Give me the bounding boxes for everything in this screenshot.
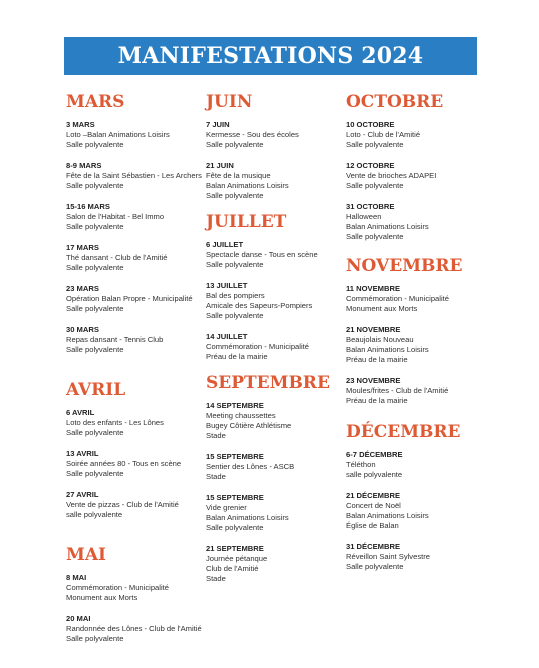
month-section xyxy=(66,545,206,644)
event-date: 17 MARS xyxy=(66,243,99,252)
event-description: Commémoration - Municipalité xyxy=(346,294,449,303)
event-venue: Stade xyxy=(206,472,226,481)
event-description: Vide grenier xyxy=(206,503,247,512)
event-date: 21 JUIN xyxy=(206,161,234,170)
month-heading: OCTOBRE xyxy=(346,92,444,112)
event-description: Loto des enfants - Les Lônes xyxy=(66,418,164,427)
event-item xyxy=(206,452,346,482)
event-item xyxy=(206,332,346,362)
event-item xyxy=(346,491,486,531)
event-date: 12 OCTOBRE xyxy=(346,161,395,170)
event-description: Soirée années 80 - Tous en scène xyxy=(66,459,182,468)
event-description: Téléthon xyxy=(346,460,376,469)
event-date: 21 SEPTEMBRE xyxy=(206,544,264,553)
event-item xyxy=(206,544,346,584)
title-banner xyxy=(64,37,477,75)
event-description: Halloween xyxy=(346,212,382,221)
event-description: Kermesse - Sou des écoles xyxy=(206,130,299,139)
month-heading: JUIN xyxy=(206,92,253,112)
month-section xyxy=(206,92,346,201)
event-date: 10 OCTOBRE xyxy=(346,120,395,129)
event-venue: salle polyvalente xyxy=(346,470,403,479)
event-description: Vente de brioches ADAPEI xyxy=(346,171,437,180)
event-date: 14 SEPTEMBRE xyxy=(206,401,264,410)
event-description: Commémoration - Municipalité xyxy=(66,583,169,592)
month-section xyxy=(66,380,206,520)
event-item xyxy=(66,202,206,232)
event-venue: salle polyvalente xyxy=(66,510,123,519)
event-description: Commémoration - Municipalité xyxy=(206,342,309,351)
event-date: 6 JUILLET xyxy=(206,240,244,249)
event-venue: Salle polyvalente xyxy=(66,469,124,478)
event-venue: Salle polyvalente xyxy=(206,191,264,200)
event-item xyxy=(346,376,486,406)
event-date: 31 OCTOBRE xyxy=(346,202,395,211)
event-venue: Préau de la mairie xyxy=(346,355,408,364)
event-description: Balan Animations Loisirs xyxy=(346,345,429,354)
event-item xyxy=(66,573,206,603)
month-heading: SEPTEMBRE xyxy=(206,373,330,393)
column-2 xyxy=(206,92,346,595)
event-description: Bugey Côtière Athlétisme xyxy=(206,421,292,430)
event-description: Beaujolais Nouveau xyxy=(346,335,414,344)
event-description: Meeting chaussettes xyxy=(206,411,276,420)
event-date: 7 JUIN xyxy=(206,120,230,129)
event-date: 15 SEPTEMBRE xyxy=(206,493,264,502)
month-heading: MAI xyxy=(66,545,106,565)
event-item xyxy=(346,325,486,365)
event-date: 13 JUILLET xyxy=(206,281,248,290)
event-item xyxy=(206,161,346,201)
event-description: Concert de Noël xyxy=(346,501,401,510)
event-description: Salon de l'Habitat - Bel Immo xyxy=(66,212,165,221)
event-date: 11 NOVEMBRE xyxy=(346,284,401,293)
event-item xyxy=(206,493,346,533)
event-item xyxy=(206,240,346,270)
event-item xyxy=(66,325,206,355)
event-item xyxy=(66,284,206,314)
event-date: 15-16 MARS xyxy=(66,202,110,211)
event-date: 21 NOVEMBRE xyxy=(346,325,401,334)
event-venue: Salle polyvalente xyxy=(66,222,124,231)
event-item xyxy=(66,161,206,191)
event-description: Journée pétanque xyxy=(206,554,268,563)
month-section xyxy=(206,212,346,362)
event-date: 20 MAI xyxy=(66,614,91,623)
event-date: 21 DÉCEMBRE xyxy=(346,491,401,500)
event-venue: Monument aux Morts xyxy=(66,593,138,602)
month-heading: DÉCEMBRE xyxy=(346,422,461,442)
event-item xyxy=(346,120,486,150)
month-section xyxy=(206,373,346,584)
event-venue: Salle polyvalente xyxy=(66,140,124,149)
event-venue: Préau de la mairie xyxy=(206,352,268,361)
event-venue: Monument aux Morts xyxy=(346,304,418,313)
event-description: Randonnée des Lônes - Club de l'Amitié xyxy=(66,624,202,633)
event-date: 23 NOVEMBRE xyxy=(346,376,401,385)
event-item xyxy=(66,449,206,479)
event-item xyxy=(346,202,486,242)
event-date: 23 MARS xyxy=(66,284,99,293)
event-description: Fête de la Saint Sébastien - Les Archers xyxy=(66,171,202,180)
event-description: Amicale des Sapeurs-Pompiers xyxy=(206,301,313,310)
event-date: 31 DÉCEMBRE xyxy=(346,542,401,551)
event-venue: Salle polyvalente xyxy=(206,260,264,269)
page-title: MANIFESTATIONS 2024 xyxy=(117,43,424,69)
event-item xyxy=(66,614,206,644)
event-venue: Salle polyvalente xyxy=(66,345,124,354)
event-venue: Salle polyvalente xyxy=(206,523,264,532)
event-description: Vente de pizzas - Club de l'Amitié xyxy=(66,500,179,509)
event-date: 3 MARS xyxy=(66,120,95,129)
event-item xyxy=(346,542,486,572)
event-item xyxy=(206,401,346,441)
event-venue: Salle polyvalente xyxy=(206,140,264,149)
event-venue: Stade xyxy=(206,574,226,583)
event-description: Opération Balan Propre - Municipalité xyxy=(66,294,193,303)
event-description: Balan Animations Loisirs xyxy=(206,181,289,190)
event-item xyxy=(346,450,486,480)
column-3 xyxy=(346,92,486,583)
event-description: Fête de la musique xyxy=(206,171,271,180)
month-section xyxy=(66,92,206,355)
event-description: Réveillon Saint Sylvestre xyxy=(346,552,430,561)
month-section xyxy=(346,92,486,242)
event-description: Loto –Balan Animations Loisirs xyxy=(66,130,170,139)
event-description: Balan Animations Loisirs xyxy=(346,511,429,520)
event-venue: Salle polyvalente xyxy=(206,311,264,320)
event-venue: Salle polyvalente xyxy=(346,232,404,241)
month-section xyxy=(346,256,486,406)
event-description: Repas dansant - Tennis Club xyxy=(66,335,164,344)
event-venue: Salle polyvalente xyxy=(66,428,124,437)
event-item xyxy=(346,284,486,314)
month-heading: JUILLET xyxy=(206,212,287,232)
event-venue: Salle polyvalente xyxy=(346,562,404,571)
event-description: Club de l'Amitié xyxy=(206,564,259,573)
event-date: 8-9 MARS xyxy=(66,161,102,170)
event-venue: Salle polyvalente xyxy=(346,140,404,149)
event-description: Balan Animations Loisirs xyxy=(346,222,429,231)
event-item xyxy=(346,161,486,191)
event-venue: Église de Balan xyxy=(346,521,399,530)
event-venue: Salle polyvalente xyxy=(66,634,124,643)
event-description: Moules/frites - Club de l'Amitié xyxy=(346,386,449,395)
event-item xyxy=(206,120,346,150)
event-venue: Préau de la mairie xyxy=(346,396,408,405)
month-heading: NOVEMBRE xyxy=(346,256,463,276)
event-item xyxy=(66,243,206,273)
event-date: 27 AVRIL xyxy=(66,490,99,499)
month-heading: AVRIL xyxy=(66,380,126,400)
event-item xyxy=(66,120,206,150)
event-item xyxy=(66,490,206,520)
event-description: Sentier des Lônes - ASCB xyxy=(206,462,295,471)
month-heading: MARS xyxy=(66,92,125,112)
event-description: Spectacle danse - Tous en scène xyxy=(206,250,318,259)
event-description: Loto - Club de l'Amitié xyxy=(346,130,421,139)
event-date: 30 MARS xyxy=(66,325,99,334)
event-venue: Salle polyvalente xyxy=(346,181,404,190)
event-venue: Salle polyvalente xyxy=(66,263,124,272)
column-1 xyxy=(66,92,206,655)
event-date: 13 AVRIL xyxy=(66,449,99,458)
event-item xyxy=(206,281,346,321)
event-description: Thé dansant - Club de l'Amitié xyxy=(66,253,168,262)
event-venue: Salle polyvalente xyxy=(66,181,124,190)
event-date: 14 JUILLET xyxy=(206,332,248,341)
event-date: 8 MAI xyxy=(66,573,87,582)
event-date: 15 SEPTEMBRE xyxy=(206,452,264,461)
event-description: Bal des pompiers xyxy=(206,291,265,300)
event-venue: Stade xyxy=(206,431,226,440)
month-section xyxy=(346,422,486,572)
event-date: 6 AVRIL xyxy=(66,408,95,417)
event-description: Balan Animations Loisirs xyxy=(206,513,289,522)
event-date: 6-7 DÉCEMBRE xyxy=(346,450,403,459)
event-item xyxy=(66,408,206,438)
event-venue: Salle polyvalente xyxy=(66,304,124,313)
